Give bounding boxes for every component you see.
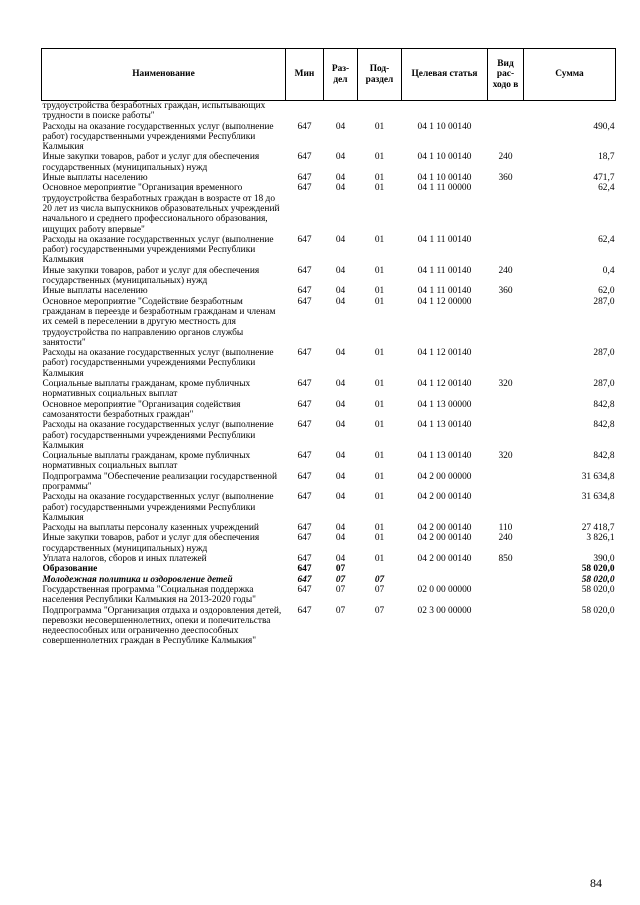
cell-celevaya-statya: 02 0 00 00000 (417, 584, 472, 595)
cell-name: Подпрограмма "Организация отдыха и оздоровления детей, перевозки несовершеннолетних, опеки и попечительства недееспособных или ограниченно дееспособных совершеннолетних граждан в Республике Калмыкия" (42, 605, 282, 647)
cell-summa: 62,4 (598, 234, 615, 245)
cell-celevaya-statya: 04 2 00 00000 (417, 471, 472, 482)
cell-vid-rashodov: 320 (498, 451, 513, 462)
table-row (42, 173, 616, 183)
cell-razdel (324, 101, 358, 122)
cell-podrazdel: 07 (374, 605, 385, 616)
cell-razdel: 04 (335, 234, 346, 245)
table-row (42, 585, 616, 606)
cell-min: 647 (297, 605, 312, 616)
cell-vid-rashodov (488, 472, 524, 493)
cell-razdel: 04 (335, 533, 346, 544)
budget-table (41, 48, 616, 647)
cell-summa: 58 020,0 (581, 605, 615, 616)
cell-min: 647 (297, 584, 312, 595)
cell-name: Иные закупки товаров, работ и услуг для обеспечения государственных (муниципальных) нужд (42, 265, 260, 287)
table-row (42, 575, 616, 585)
table-row (42, 523, 616, 533)
cell-min: 647 (297, 234, 312, 245)
cell-name: Расходы на оказание государственных услуг (выполнение работ) государственными учреждениями Республики Калмыкия (42, 234, 274, 266)
cell-razdel: 04 (335, 265, 346, 276)
header-min: Мин (286, 49, 324, 101)
cell-celevaya-statya: 04 1 11 00140 (417, 286, 472, 297)
cell-min: 647 (297, 451, 312, 462)
cell-celevaya-statya: 02 3 00 00000 (417, 605, 472, 616)
cell-name: Основное мероприятие "Содействие безработным гражданам в переезде и безработным гражданам и членам их семей в переселении в другую местность для трудоустройства по направлению органов службы занятости" (42, 296, 276, 348)
cell-podrazdel: 01 (374, 533, 385, 544)
cell-podrazdel: 01 (374, 420, 385, 431)
cell-min: 647 (297, 564, 312, 575)
cell-celevaya-statya: 04 1 11 00000 (417, 183, 472, 194)
table-row (42, 400, 616, 421)
cell-vid-rashodov: 240 (498, 265, 513, 276)
cell-podrazdel: 01 (374, 234, 385, 245)
header-podrazdel: Под-раздел (358, 49, 402, 101)
cell-podrazdel: 01 (374, 121, 385, 132)
cell-celevaya-statya (402, 101, 488, 122)
cell-name: Расходы на оказание государственных услуг (выполнение работ) государственными учреждениями Республики Калмыкия (42, 121, 274, 153)
cell-razdel: 07 (335, 564, 346, 575)
cell-celevaya-statya: 04 1 13 00140 (417, 451, 472, 462)
cell-min: 647 (297, 471, 312, 482)
cell-vid-rashodov (488, 122, 524, 153)
cell-summa: 58 020,0 (581, 574, 615, 585)
cell-vid-rashodov: 850 (498, 554, 513, 565)
cell-podrazdel: 01 (374, 379, 385, 390)
cell-razdel: 04 (335, 348, 346, 359)
cell-min: 647 (297, 523, 312, 534)
cell-summa: 58 020,0 (581, 564, 615, 575)
header-vid-rashodov: Вид рас-ходо в (488, 49, 524, 101)
cell-summa: 0,4 (602, 265, 615, 276)
cell-podrazdel (358, 564, 402, 574)
cell-celevaya-statya: 04 1 11 00140 (417, 234, 472, 245)
cell-vid-rashodov (488, 235, 524, 266)
cell-summa: 842,8 (593, 451, 615, 462)
cell-podrazdel: 07 (374, 584, 385, 595)
cell-min: 647 (297, 183, 312, 194)
cell-vid-rashodov (488, 606, 524, 647)
cell-min: 647 (297, 379, 312, 390)
cell-celevaya-statya: 04 2 00 00140 (417, 492, 472, 503)
cell-razdel: 04 (335, 286, 346, 297)
cell-name: Образование (42, 564, 98, 575)
cell-podrazdel: 01 (374, 492, 385, 503)
cell-summa: 471,7 (593, 173, 615, 184)
cell-podrazdel: 01 (374, 173, 385, 184)
table-row (42, 297, 616, 348)
cell-razdel: 04 (335, 471, 346, 482)
cell-podrazdel: 01 (374, 554, 385, 565)
cell-celevaya-statya: 04 1 12 00000 (417, 296, 472, 307)
cell-summa: 31 634,8 (581, 492, 615, 503)
cell-summa: 18,7 (598, 152, 615, 163)
cell-min: 647 (297, 121, 312, 132)
page-number: 84 (590, 876, 602, 890)
cell-podrazdel (358, 101, 402, 122)
cell-min: 647 (297, 399, 312, 410)
table-row (42, 451, 616, 472)
cell-summa: 62,0 (598, 286, 615, 297)
cell-summa: 31 634,8 (581, 471, 615, 482)
cell-name: Расходы на оказание государственных услуг (выполнение работ) государственными учреждениями Республики Калмыкия (42, 348, 274, 379)
header-celevaya-statya: Целевая статья (402, 49, 488, 101)
cell-razdel: 07 (335, 605, 346, 616)
cell-summa: 58 020,0 (581, 584, 615, 595)
table-row (42, 235, 616, 266)
table-row (42, 348, 616, 379)
cell-razdel: 04 (335, 152, 346, 163)
cell-name: Уплата налогов, сборов и иных платежей (42, 554, 207, 565)
cell-min: 647 (297, 574, 312, 585)
cell-min: 647 (297, 286, 312, 297)
cell-vid-rashodov: 110 (498, 523, 513, 534)
cell-vid-rashodov (488, 564, 524, 574)
cell-name: Государственная программа "Социальная поддержка населения Республики Калмыкия на 2013-2020 годы" (42, 584, 256, 606)
cell-vid-rashodov (488, 348, 524, 379)
cell-celevaya-statya: 04 2 00 00140 (417, 554, 472, 565)
cell-podrazdel: 01 (374, 399, 385, 410)
cell-name: Иные закупки товаров, работ и услуг для обеспечения государственных (муниципальных) нужд (42, 533, 260, 554)
cell-podrazdel: 01 (374, 152, 385, 163)
cell-celevaya-statya (402, 564, 488, 574)
cell-name: Расходы на выплаты персоналу казенных учреждений (42, 523, 259, 534)
cell-name: Социальные выплаты гражданам, кроме публичных нормативных социальных выплат (42, 451, 251, 472)
cell-podrazdel: 01 (374, 296, 385, 307)
cell-name: Расходы на оказание государственных услуг (выполнение работ) государственными учреждениями Республики Калмыкия (42, 420, 274, 451)
cell-summa: 3 826,1 (586, 533, 615, 544)
header-summa: Сумма (524, 49, 616, 101)
cell-celevaya-statya: 04 2 00 00140 (417, 533, 472, 544)
cell-celevaya-statya: 04 1 12 00140 (417, 379, 472, 390)
cell-vid-rashodov: 240 (498, 152, 513, 163)
table-row (42, 266, 616, 287)
cell-razdel: 04 (335, 399, 346, 410)
cell-min: 647 (297, 554, 312, 565)
cell-min (286, 101, 324, 122)
cell-summa: 490,4 (593, 121, 615, 132)
cell-celevaya-statya: 04 1 10 00140 (417, 121, 472, 132)
header-name: Наименование (42, 49, 286, 101)
table-row (42, 152, 616, 173)
cell-vid-rashodov: 360 (498, 286, 513, 297)
cell-podrazdel: 01 (374, 183, 385, 194)
cell-min: 647 (297, 492, 312, 503)
cell-razdel: 04 (335, 554, 346, 565)
cell-razdel: 04 (335, 523, 346, 534)
cell-vid-rashodov (488, 420, 524, 451)
cell-vid-rashodov: 320 (498, 379, 513, 390)
table-row (42, 554, 616, 564)
cell-podrazdel: 01 (374, 348, 385, 359)
cell-vid-rashodov (488, 585, 524, 606)
cell-summa: 842,8 (593, 420, 615, 431)
cell-vid-rashodov (488, 400, 524, 421)
cell-celevaya-statya (402, 575, 488, 585)
cell-vid-rashodov (488, 101, 524, 122)
cell-podrazdel: 01 (374, 286, 385, 297)
cell-razdel: 04 (335, 173, 346, 184)
table-row (42, 564, 616, 574)
cell-celevaya-statya: 04 1 10 00140 (417, 152, 472, 163)
cell-podrazdel: 01 (374, 265, 385, 276)
cell-razdel: 04 (335, 121, 346, 132)
table-row (42, 101, 616, 122)
cell-vid-rashodov (488, 183, 524, 234)
cell-podrazdel: 07 (374, 574, 385, 585)
cell-summa: 390,0 (593, 554, 615, 565)
cell-celevaya-statya: 04 2 00 00140 (417, 523, 472, 534)
cell-name: Иные выплаты населению (42, 173, 148, 184)
cell-min: 647 (297, 296, 312, 307)
cell-summa (524, 101, 616, 122)
cell-name: Основное мероприятие "Организация содействия самозанятости безработных граждан" (42, 399, 241, 420)
cell-celevaya-statya: 04 1 12 00140 (417, 348, 472, 359)
cell-celevaya-statya: 04 1 13 00000 (417, 399, 472, 410)
cell-min: 647 (297, 420, 312, 431)
cell-summa: 287,0 (593, 379, 615, 390)
cell-name: Расходы на оказание государственных услуг (выполнение работ) государственными учреждениями Республики Калмыкия (42, 492, 274, 523)
table-row (42, 122, 616, 153)
table-row (42, 472, 616, 493)
cell-vid-rashodov (488, 575, 524, 585)
cell-celevaya-statya: 04 1 13 00140 (417, 420, 472, 431)
cell-min: 647 (297, 152, 312, 163)
cell-min: 647 (297, 173, 312, 184)
cell-razdel: 04 (335, 296, 346, 307)
cell-razdel: 07 (335, 574, 346, 585)
cell-summa: 842,8 (593, 399, 615, 410)
cell-name: Иные выплаты населению (42, 286, 148, 297)
table-row (42, 379, 616, 400)
cell-min: 647 (297, 533, 312, 544)
cell-podrazdel: 01 (374, 471, 385, 482)
table-row (42, 420, 616, 451)
cell-razdel: 04 (335, 451, 346, 462)
cell-summa: 287,0 (593, 348, 615, 359)
cell-name: Социальные выплаты гражданам, кроме публичных нормативных социальных выплат (42, 379, 251, 400)
cell-vid-rashodov (488, 297, 524, 348)
table-body (42, 101, 616, 647)
cell-min: 647 (297, 265, 312, 276)
header-razdel: Раз-дел (324, 49, 358, 101)
cell-razdel: 04 (335, 379, 346, 390)
cell-name: трудоустройства безработных граждан, испытывающих трудности в поиске работы" (42, 101, 266, 122)
cell-celevaya-statya: 04 1 10 00140 (417, 173, 472, 184)
cell-razdel: 04 (335, 183, 346, 194)
cell-summa: 27 418,7 (581, 523, 615, 534)
cell-podrazdel: 01 (374, 523, 385, 534)
cell-vid-rashodov (488, 492, 524, 523)
cell-celevaya-statya: 04 1 11 00140 (417, 265, 472, 276)
cell-vid-rashodov: 360 (498, 173, 513, 184)
cell-min: 647 (297, 348, 312, 359)
cell-vid-rashodov: 240 (498, 533, 513, 544)
table-header-row (42, 49, 616, 101)
cell-summa: 287,0 (593, 296, 615, 307)
table-row (42, 606, 616, 647)
table-row (42, 492, 616, 523)
cell-razdel: 07 (335, 584, 346, 595)
table-row (42, 183, 616, 234)
table-row (42, 286, 616, 296)
table-row (42, 533, 616, 554)
cell-podrazdel: 01 (374, 451, 385, 462)
cell-name: Иные закупки товаров, работ и услуг для обеспечения государственных (муниципальных) нужд (42, 152, 260, 173)
cell-razdel: 04 (335, 492, 346, 503)
cell-razdel: 04 (335, 420, 346, 431)
cell-name: Подпрограмма "Обеспечение реализации государственной программы" (42, 471, 277, 492)
cell-name: Молодежная политика и оздоровление детей (42, 574, 233, 585)
cell-name: Основное мероприятие "Организация временного трудоустройства безработных граждан в возрасте от 18 до 20 лет из числа выпускников образовательных учреждений начального и среднего профессионального образования, ищущих работу впервые" (42, 183, 280, 235)
cell-summa: 62,4 (598, 183, 615, 194)
